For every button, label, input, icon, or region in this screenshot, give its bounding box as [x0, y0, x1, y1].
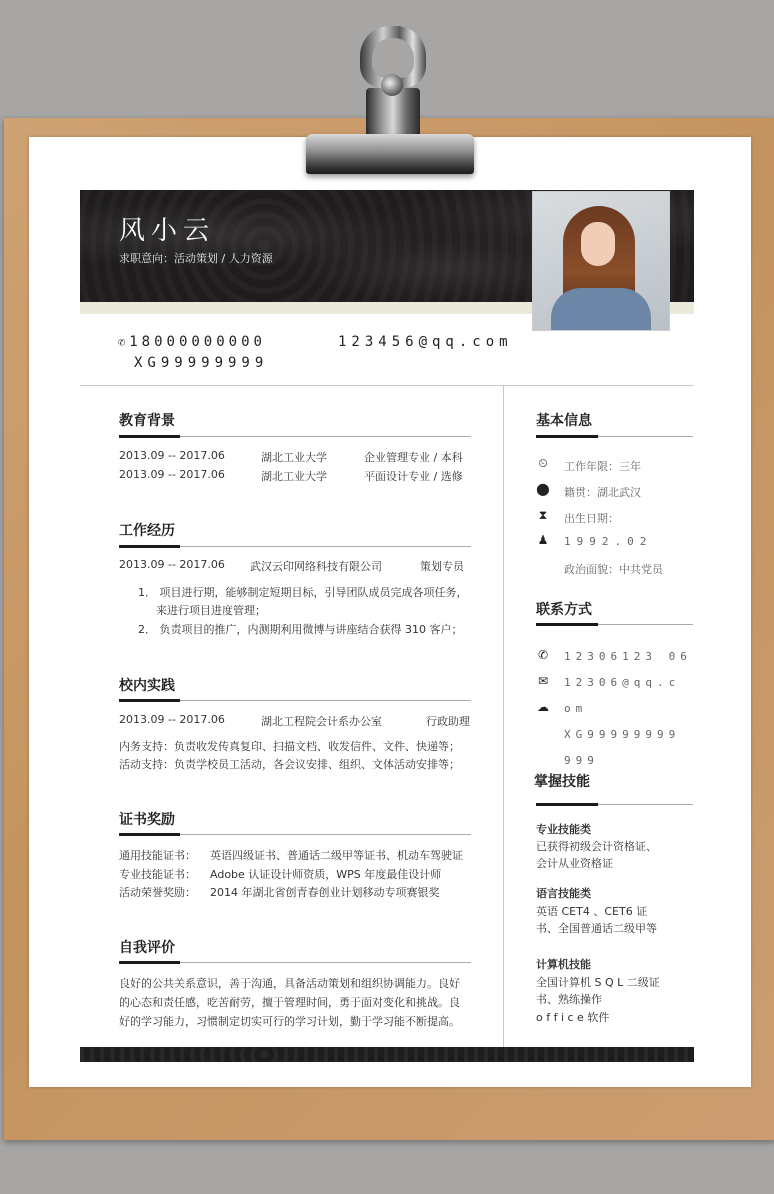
- self-eval-line-3: 好的学习能力，习惯制定切实可行的学习计划，勤于学习能不断提高。: [119, 1015, 460, 1028]
- edu-date-1: 2013.09 -- 2017.06: [119, 449, 225, 462]
- basic-title: 基本信息: [536, 413, 592, 429]
- phone-icon: ✆: [537, 648, 549, 662]
- cert-value-1: 英语四级证书、普通话二级甲等证书、机动车驾驶证: [210, 849, 463, 862]
- cert-label-2: 专业技能证书：: [119, 868, 196, 881]
- contact-bar: [536, 623, 598, 626]
- edu-major-2: 平面设计专业 / 选修: [364, 470, 463, 483]
- cert-label-1: 通用技能证书：: [119, 849, 196, 862]
- skills-bar: [536, 803, 598, 806]
- divider-top: [80, 385, 694, 386]
- email-top: 123456@qq.com: [338, 334, 513, 350]
- self-eval-line-2: 的心态和责任感，吃苦耐劳，擅于管理时间，勇于面对变化和挑战。良: [119, 996, 460, 1009]
- skill-group-2-name: 语言技能类: [536, 887, 591, 900]
- edu-school-1: 湖北工业大学: [261, 451, 327, 464]
- contact-title: 联系方式: [536, 602, 592, 618]
- campus-position: 行政助理: [426, 715, 470, 728]
- work-company: 武汉云印网络科技有限公司: [250, 560, 382, 573]
- work-bar: [119, 545, 180, 548]
- hourglass-icon: ⧗: [538, 508, 548, 522]
- work-position: 策划专员: [420, 560, 464, 573]
- self-eval-line-1: 良好的公共关系意识，善于沟通，具备活动策划和组织协调能力。良好: [119, 977, 460, 990]
- work-years: 工作年限：三年: [564, 460, 641, 473]
- phone-top-value: 18000000000: [129, 334, 266, 350]
- certs-bar: [119, 833, 180, 836]
- basic-bar: [536, 435, 598, 438]
- skill-group-2-line-2: 书、全国普通话二级甲等: [536, 922, 657, 935]
- skills-title: 掌握技能: [534, 774, 590, 790]
- edu-date-2: 2013.09 -- 2017.06: [119, 468, 225, 481]
- skill-group-3-line-1: 全国计算机 S Q L 二级证: [536, 976, 660, 989]
- contact-email-2: om: [564, 702, 588, 715]
- birth-label: 出生日期：: [564, 512, 619, 525]
- mail-icon: ✉: [537, 674, 549, 688]
- cert-label-3: 活动荣誉奖励：: [119, 886, 196, 899]
- campus-title: 校内实践: [119, 678, 175, 694]
- person-icon: ♟: [537, 533, 549, 547]
- job-intent: 求职意向：活动策划 / 人力资源: [119, 252, 273, 265]
- skill-group-3-name: 计算机技能: [536, 958, 591, 971]
- candidate-name: 风小云: [119, 216, 216, 246]
- contact-wechat-1: XG99999999: [564, 728, 681, 741]
- phone-icon: ✆: [118, 335, 126, 349]
- skill-group-3-line-3: o f f i c e 软件: [536, 1011, 610, 1024]
- birth-date: 1992.02: [564, 535, 653, 548]
- profile-photo: [532, 191, 670, 331]
- cert-value-3: 2014 年湖北省创青春创业计划移动专项赛银奖: [210, 886, 440, 899]
- contact-phone: 12306123 06: [564, 650, 692, 663]
- self-eval-title: 自我评价: [119, 940, 175, 956]
- phone-top: [118, 334, 266, 350]
- contact-wechat-2: 999: [564, 754, 599, 767]
- work-title: 工作经历: [119, 523, 175, 539]
- campus-line-1: 内务支持：负责收发传真复印、扫描文档、收发信件、文件、快递等；: [119, 740, 460, 753]
- skill-group-2-line-1: 英语 CET4 、CET6 证: [536, 905, 648, 918]
- skill-group-1-line-2: 会计从业资格证: [536, 857, 613, 870]
- campus-date: 2013.09 -- 2017.06: [119, 713, 225, 726]
- education-title: 教育背景: [119, 413, 175, 429]
- skill-group-1-name: 专业技能类: [536, 823, 591, 836]
- skill-group-3-line-2: 书、熟练操作: [536, 993, 602, 1006]
- footer-band: [80, 1047, 694, 1062]
- wechat-top: XG99999999: [134, 355, 269, 371]
- campus-bar: [119, 699, 180, 702]
- edu-major-1: 企业管理专业 / 本科: [364, 451, 463, 464]
- wechat-icon: ☁: [537, 700, 549, 714]
- divider-vertical: [503, 386, 504, 1048]
- native-place: 籍贯：湖北武汉: [564, 486, 641, 499]
- certs-title: 证书奖励: [119, 812, 175, 828]
- work-item-2: 2． 负责项目的推广，内测期利用微博与讲座结合获得 310 客户；: [138, 623, 463, 636]
- edu-school-2: 湖北工业大学: [261, 470, 327, 483]
- work-years-icon: ⏲: [538, 456, 548, 470]
- location-pin-icon: ⬤: [536, 482, 550, 496]
- work-item-1: 1． 项目进行期，能够制定短期目标，引导团队成员完成各项任务，: [138, 586, 468, 599]
- politics: 政治面貌：中共党员: [564, 563, 663, 576]
- campus-org: 湖北工程院会计系办公室: [261, 715, 382, 728]
- binder-clip: [304, 26, 476, 176]
- cert-value-2: Adobe 认证设计师资质，WPS 年度最佳设计师: [210, 868, 442, 881]
- skill-group-1-line-1: 已获得初级会计资格证、: [536, 840, 657, 853]
- work-item-1-cont: 来进行项目进度管理；: [156, 604, 266, 617]
- self-eval-bar: [119, 961, 180, 964]
- contact-email-1: 12306@qq.c: [564, 676, 681, 689]
- work-date: 2013.09 -- 2017.06: [119, 558, 225, 571]
- education-bar: [119, 435, 180, 438]
- campus-line-2: 活动支持：负责学校员工活动，各会议安排、组织、文体活动安排等；: [119, 758, 460, 771]
